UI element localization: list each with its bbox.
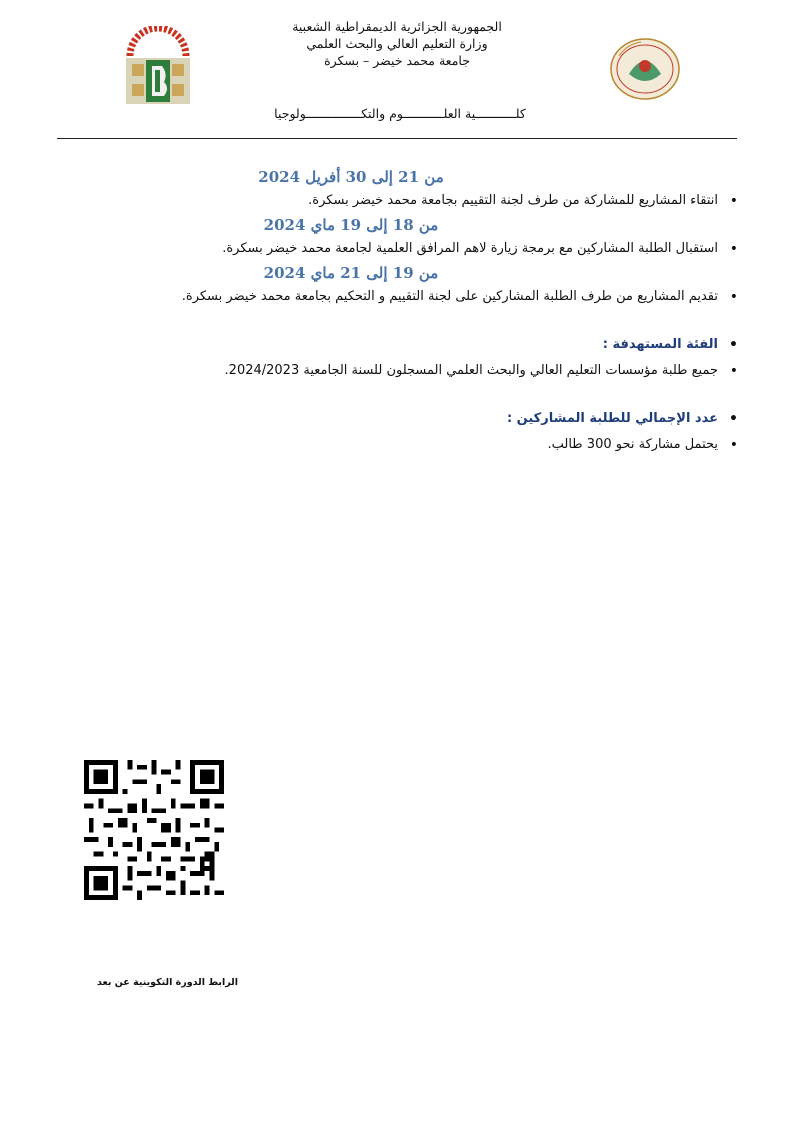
university-logo: [122, 26, 194, 108]
faculty-name: كلـــــــــــية العلـــــــــــوم والتكـــــــــــــــولوجيا: [274, 106, 526, 121]
schedule-list: [50, 188, 744, 214]
qr-code[interactable]: [84, 760, 224, 900]
section-title-target: • الفئة المستهدفة :: [50, 332, 744, 358]
ministry-seal: [607, 36, 683, 102]
target-section: [50, 332, 744, 384]
qr-caption: الرابط الدورة التكوينية عن بعد: [97, 977, 238, 988]
schedule-date: من 18 إلى 19 ماي 2024: [263, 216, 439, 234]
list-item: • تقديم المشاريع من طرف الطلبة المشاركين على لجنة التقييم و التحكيم بجامعة محمد خيضر بسكرة.: [50, 284, 744, 310]
schedule-date: من 19 إلى 21 ماي 2024: [263, 264, 439, 282]
list-item: • استقبال الطلبة المشاركين مع برمجة زيارة لاهم المرافق العلمية لجامعة محمد خيضر بسكرة.: [50, 236, 744, 262]
header-divider: [57, 138, 737, 139]
list-item: • جميع طلبة مؤسسات التعليم العالي والبحث العلمي المسجلون للسنة الجامعية 2024/2023.: [50, 358, 744, 384]
header-ministry: وزارة التعليم العالي والبحث العلمي: [306, 36, 488, 51]
list-item: • انتقاء المشاريع للمشاركة من طرف لجنة التقييم بجامعة محمد خيضر بسكرة.: [50, 188, 744, 214]
main-content: [50, 166, 744, 458]
list-item: • يحتمل مشاركة نحو 300 طالب.: [50, 432, 744, 458]
schedule-list: [50, 284, 744, 310]
schedule-date: من 21 إلى 30 أفريل 2024: [258, 168, 444, 186]
header-republic: الجمهورية الجزائرية الديمقراطية الشعبية: [292, 19, 502, 34]
total-section: [50, 406, 744, 458]
header-university: جامعة محمد خيضر – بسكرة: [324, 53, 470, 68]
section-title-total: • عدد الإجمالي للطلبة المشاركين :: [50, 406, 744, 432]
schedule-list: [50, 236, 744, 262]
